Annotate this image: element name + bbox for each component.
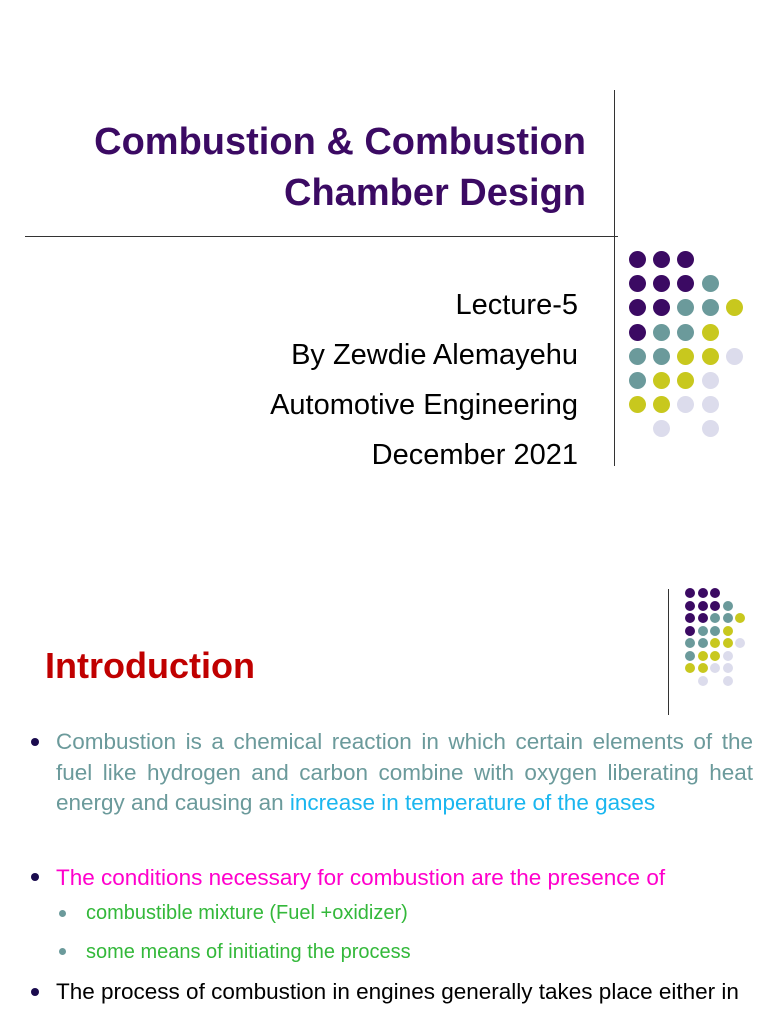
- decoration-dot: [702, 348, 719, 365]
- lecture-number: Lecture-5: [455, 289, 578, 321]
- decoration-dot: [698, 676, 708, 686]
- decoration-dot: [710, 601, 720, 611]
- sub-bullet-ignition: some means of initiating the process: [86, 941, 411, 963]
- title-line-2: Chamber Design: [284, 172, 586, 214]
- decoration-dot: [726, 299, 743, 316]
- decoration-dot: [723, 626, 733, 636]
- vertical-divider: [614, 90, 615, 466]
- decoration-dot: [723, 613, 733, 623]
- decoration-dot: [653, 324, 670, 341]
- decoration-dot: [710, 588, 720, 598]
- bullet-combustion-process: The process of combustion in engines generally takes place either in: [56, 979, 739, 1004]
- author: By Zewdie Alemayehu: [291, 339, 578, 371]
- decoration-dot: [629, 251, 646, 268]
- sub-bullet-icon: [59, 910, 66, 917]
- date: December 2021: [371, 439, 578, 471]
- decoration-dot: [702, 396, 719, 413]
- bullet-conditions: The conditions necessary for combustion are the presence of: [56, 865, 666, 890]
- decoration-dot: [723, 663, 733, 673]
- decoration-dot: [629, 348, 646, 365]
- decoration-dot: [653, 299, 670, 316]
- decoration-dot: [698, 663, 708, 673]
- decoration-dot: [702, 275, 719, 292]
- decoration-dot: [702, 420, 719, 437]
- slide-subtitle: [78, 280, 578, 480]
- decoration-dot: [629, 275, 646, 292]
- decoration-dot: [685, 663, 695, 673]
- decoration-dot: [702, 299, 719, 316]
- decoration-dot: [653, 348, 670, 365]
- decoration-dot: [653, 420, 670, 437]
- decoration-dot: [710, 663, 720, 673]
- decoration-dot: [677, 275, 694, 292]
- slide-heading: Introduction: [45, 645, 255, 686]
- decoration-dot: [698, 638, 708, 648]
- decoration-dot: [735, 638, 745, 648]
- decoration-dot: [710, 613, 720, 623]
- decoration-dot: [698, 626, 708, 636]
- decoration-dot: [629, 372, 646, 389]
- decoration-dot: [723, 601, 733, 611]
- decoration-dot: [710, 651, 720, 661]
- decoration-dot: [653, 372, 670, 389]
- decoration-dot: [629, 324, 646, 341]
- decoration-dot: [677, 348, 694, 365]
- decoration-dot: [723, 676, 733, 686]
- decoration-dot: [653, 251, 670, 268]
- decoration-dot: [723, 638, 733, 648]
- decoration-dot: [698, 651, 708, 661]
- bullet-combustion-definition: [56, 727, 753, 819]
- decoration-dot: [685, 626, 695, 636]
- vertical-divider: [668, 589, 669, 715]
- decoration-dot: [653, 396, 670, 413]
- decoration-dot: [710, 638, 720, 648]
- decoration-dot: [698, 601, 708, 611]
- decoration-dot: [685, 651, 695, 661]
- decoration-dot: [698, 613, 708, 623]
- decoration-dot: [702, 324, 719, 341]
- slide-title: [6, 117, 586, 219]
- decoration-dot: [710, 626, 720, 636]
- decoration-dot: [702, 372, 719, 389]
- decoration-dot: [677, 299, 694, 316]
- sub-bullet-icon: [59, 948, 66, 955]
- department: Automotive Engineering: [270, 389, 578, 421]
- decoration-dot: [677, 324, 694, 341]
- decoration-dot: [685, 638, 695, 648]
- decoration-dot: [735, 613, 745, 623]
- sub-bullet-mixture: combustible mixture (Fuel +oxidizer): [86, 902, 408, 924]
- decoration-dot: [685, 588, 695, 598]
- introduction-slide: [0, 560, 768, 1024]
- title-line-1: Combustion & Combustion: [94, 121, 586, 163]
- bullet-text: Combustion is a chemical reaction in which certain elements of the fuel like hydrogen and carbon combine with oxygen liberating heat energy and causing an: [56, 729, 753, 815]
- decoration-dot: [677, 251, 694, 268]
- bullet-highlight: increase in temperature of the gases: [289, 790, 656, 815]
- decoration-dot: [698, 588, 708, 598]
- horizontal-divider: [25, 236, 618, 237]
- bullet-icon: [31, 738, 39, 746]
- decoration-dot: [685, 613, 695, 623]
- decoration-dot: [653, 275, 670, 292]
- decoration-dot: [629, 396, 646, 413]
- decoration-dot: [723, 651, 733, 661]
- decoration-dot: [726, 348, 743, 365]
- decoration-dot: [677, 396, 694, 413]
- bullet-icon: [31, 873, 39, 881]
- decoration-dot: [629, 299, 646, 316]
- decoration-dot: [685, 601, 695, 611]
- bullet-icon: [31, 988, 39, 996]
- decoration-dot: [677, 372, 694, 389]
